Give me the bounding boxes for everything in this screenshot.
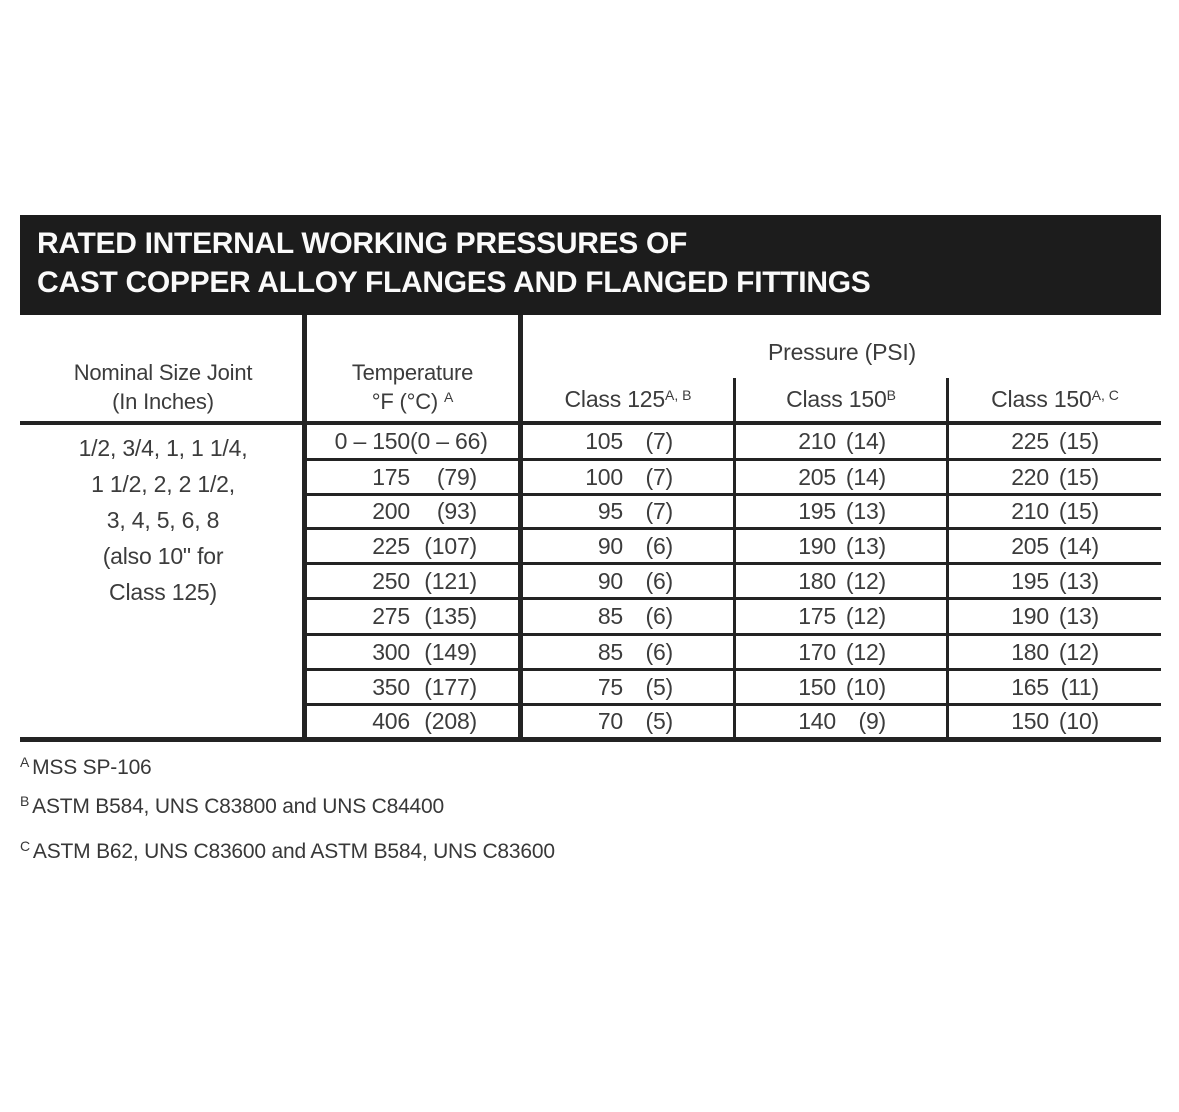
size-line: Class 125) bbox=[109, 579, 217, 605]
class125-cell: 90 (6) bbox=[597, 532, 673, 559]
class125-cell: 105 (7) bbox=[585, 428, 673, 454]
temp-cell: 175 (79) bbox=[372, 463, 477, 490]
class150-cell: 210 (14) bbox=[798, 428, 886, 454]
class150-cell: 175 (12) bbox=[798, 603, 886, 629]
class125-cell: 75 (5) bbox=[597, 673, 673, 700]
class150-cell: 190 (13) bbox=[798, 532, 886, 559]
class150-cell: 205 (14) bbox=[798, 463, 886, 490]
header-nominal-size-line2: (In Inches) bbox=[112, 389, 214, 414]
header-nominal-size-line1: Nominal Size Joint bbox=[73, 360, 253, 385]
table-bottom-border bbox=[20, 737, 1161, 742]
class150-cell: 180 (12) bbox=[798, 567, 886, 594]
class150-cell: 170 (12) bbox=[798, 638, 886, 665]
temp-cell: 250 (121) bbox=[372, 567, 477, 594]
table-row bbox=[0, 565, 1179, 597]
table-row bbox=[0, 461, 1179, 493]
footnote-a-sup: A bbox=[20, 754, 30, 770]
temp-cell: 225 (107) bbox=[372, 532, 477, 559]
class150ac-cell: 220 (15) bbox=[1011, 463, 1099, 490]
temp-cell: 350 (177) bbox=[372, 673, 477, 700]
class125-cell: 100 (7) bbox=[585, 463, 673, 490]
size-line: (also 10" for bbox=[102, 543, 224, 569]
footnote-c-sup: C bbox=[20, 838, 30, 854]
class150ac-cell: 195 (13) bbox=[1011, 567, 1099, 594]
table-row bbox=[0, 496, 1179, 527]
class150ac-cell: 165 (11) bbox=[1011, 673, 1099, 700]
temp-cell: 275 (135) bbox=[372, 603, 477, 629]
table-row bbox=[0, 706, 1179, 737]
header-class-150-ac-sup: A, C bbox=[1091, 387, 1119, 403]
class150ac-cell: 225 (15) bbox=[1011, 428, 1099, 454]
table-row bbox=[0, 600, 1179, 633]
header-class-150: Class $150^B$ bbox=[786, 386, 896, 412]
class150ac-cell: 190 (13) bbox=[1011, 603, 1099, 629]
size-line: 1 1/2, 2, 2 1/2, bbox=[91, 471, 235, 497]
footnote-c: $^C$ ASTM B62, UNS C83600 and ASTM B584, UNS C83600 bbox=[20, 838, 555, 863]
temp-cell: 300 (149) bbox=[372, 638, 477, 665]
temp-cell: 200 (93) bbox=[372, 498, 477, 524]
class125-cell: 95 (7) bbox=[597, 498, 673, 524]
class150-cell: 195 (13) bbox=[798, 498, 886, 524]
footnote-b: $^B$ ASTM B584, UNS C83800 and UNS C84400 bbox=[20, 793, 444, 818]
table-title-bar bbox=[20, 215, 1161, 315]
class150ac-cell: 210 (15) bbox=[1011, 498, 1099, 524]
class150-cell: 150 (10) bbox=[798, 673, 886, 700]
size-line: 3, 4, 5, 6, 8 bbox=[106, 507, 220, 533]
table-row bbox=[0, 671, 1179, 703]
title-line-1: RATED INTERNAL WORKING PRESSURES OF bbox=[37, 227, 688, 260]
header-class-150-ac: Class $150^{A, C}$ bbox=[991, 386, 1119, 412]
class150ac-cell: 150 (10) bbox=[1011, 708, 1099, 734]
class150ac-cell: 205 (14) bbox=[1011, 532, 1099, 559]
header-pressure-psi: Pressure (PSI) bbox=[767, 339, 916, 365]
header-class-125: Class $125^{A, B}$ bbox=[564, 386, 692, 412]
class150ac-cell: 180 (12) bbox=[1011, 638, 1099, 665]
table-row bbox=[0, 530, 1179, 562]
class-header-row bbox=[0, 386, 1179, 418]
class125-cell: 70 (5) bbox=[597, 708, 673, 734]
header-class-150-sup: B bbox=[886, 387, 896, 403]
table-row bbox=[0, 425, 1179, 458]
header-temperature-line2: °F (°C) $^A$ bbox=[371, 389, 454, 414]
header-temperature-sup: A bbox=[443, 389, 454, 405]
size-line: 1/2, 3/4, 1, 1 1/4, bbox=[78, 435, 248, 461]
class125-cell: 85 (6) bbox=[597, 603, 673, 629]
table-row bbox=[0, 636, 1179, 668]
title-line-2: CAST COPPER ALLOY FLANGES AND FLANGED FITTINGS bbox=[37, 266, 871, 299]
temp-cell: 406 (208) bbox=[372, 708, 477, 734]
temp-cell: 0 – 150 (0 – 66) bbox=[334, 428, 488, 454]
class125-cell: 90 (6) bbox=[597, 567, 673, 594]
header-class-125-sup: A, B bbox=[665, 387, 692, 403]
footnote-b-sup: B bbox=[20, 793, 30, 809]
class150-cell: 140 (9) bbox=[798, 708, 886, 734]
class125-cell: 85 (6) bbox=[597, 638, 673, 665]
header-temperature-line1: Temperature bbox=[351, 360, 474, 385]
footnote-a: $^A$ MSS SP-106 bbox=[20, 754, 152, 779]
